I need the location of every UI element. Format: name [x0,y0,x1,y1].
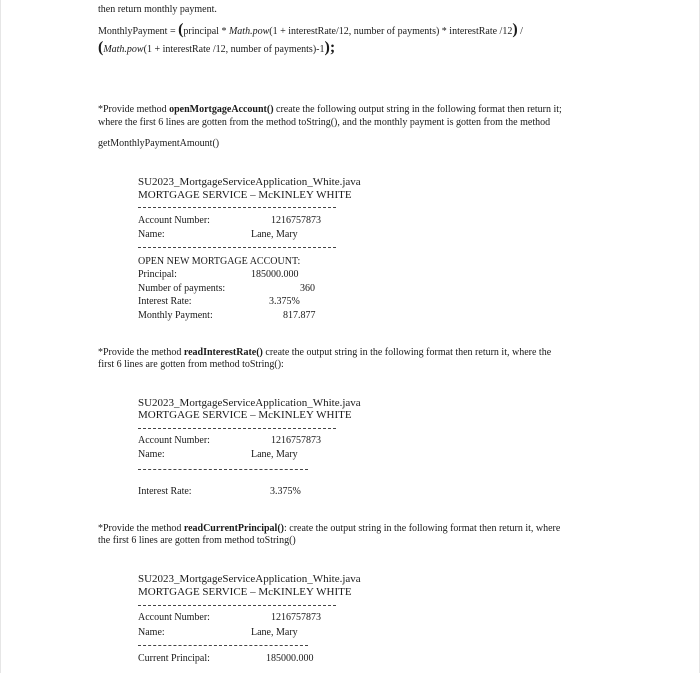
open-account-label: Account Number: [138,215,210,226]
formula-open-paren: ( [178,21,184,38]
rate-header-2: MORTGAGE SERVICE – McKINLEY WHITE [138,409,352,421]
open-title: OPEN NEW MORTGAGE ACCOUNT: [138,256,301,267]
formula-args-2: (1 + interestRate /12, number of payments)-1 [143,44,325,55]
formula-close-2: ); [324,39,336,56]
principal-text-1: : create the output string in the following format then return it, where [284,523,561,534]
open-monthly-label: Monthly Payment: [138,310,213,321]
formula-principal: principal * [183,26,229,37]
formula-close-1: ) [512,21,518,38]
open-account-line-2: where the first 6 lines are gotten from the method toString(), and the monthly payment is gotten from the method [98,117,551,128]
principal-account-value: 1216757873 [271,612,321,623]
principal-prefix: *Provide the method [98,523,184,534]
principal-divider-1 [138,605,336,606]
principal-principal-label: Current Principal: [138,653,210,664]
open-divider-1 [138,207,336,208]
principal-name-label: Name: [138,627,165,638]
open-payments-label: Number of payments: [138,283,226,294]
formula-slash: / [517,26,523,37]
formula-mathpow-1: Math.pow [228,26,270,37]
open-account-line-3: getMonthlyPaymentAmount() [98,138,220,149]
open-account-value: 1216757873 [271,215,321,226]
principal-method: readCurrentPrincipal() [183,523,284,534]
open-account-text-1: create the following output string in the following format then return it; [273,104,562,115]
formula-args-1: (1 + interestRate/12, number of payments) * interestRate /12 [269,26,513,37]
intro-line: then return monthly payment. [98,4,217,15]
principal-header-1: SU2023_MortgageServiceApplication_White.java [138,573,361,585]
rate-instructions [98,346,618,359]
open-principal-value: 185000.000 [251,269,299,280]
formula-mathpow-2: Math.pow [103,44,144,55]
open-account-method: openMortgageAccount() [169,104,274,115]
formula-open-paren-2: ( [98,39,104,56]
principal-name-value: Lane, Mary [251,627,298,638]
open-header-1: SU2023_MortgageServiceApplication_White.java [138,176,361,188]
rate-method: readInterestRate() [183,347,263,358]
principal-header-2: MORTGAGE SERVICE – McKINLEY WHITE [138,586,352,598]
rate-account-label: Account Number: [138,435,210,446]
principal-principal-value: 185000.000 [266,653,314,664]
rate-rate-value: 3.375% [270,486,301,497]
open-name-value: Lane, Mary [251,229,298,240]
principal-line-2: the first 6 lines are gotten from method toString() [98,535,296,546]
rate-prefix: *Provide the method [98,347,184,358]
rate-header-1: SU2023_MortgageServiceApplication_White.java [138,397,361,409]
rate-divider-2 [138,469,308,470]
rate-text-1: create the output string in the following format then return it, where the [262,347,552,358]
principal-divider-2 [138,645,308,646]
formula-line-1 [98,21,523,39]
rate-divider-1 [138,428,336,429]
open-name-label: Name: [138,229,165,240]
open-account-instructions [98,102,618,117]
rate-rate-label: Interest Rate: [138,486,192,497]
open-rate-value: 3.375% [269,296,300,307]
formula-line-2 [98,39,335,57]
rate-name-label: Name: [138,449,165,460]
principal-instructions [98,522,618,535]
formula-lhs: MonthlyPayment = [98,26,176,37]
rate-account-value: 1216757873 [271,435,321,446]
open-monthly-value: 817.877 [283,310,316,321]
open-account-prefix: *Provide method [98,104,170,115]
open-rate-label: Interest Rate: [138,296,192,307]
rate-line-2: first 6 lines are gotten from method toString(): [98,359,284,370]
open-divider-2 [138,247,336,248]
open-payments-value: 360 [300,283,315,294]
open-header-2: MORTGAGE SERVICE – McKINLEY WHITE [138,189,352,201]
open-principal-label: Principal: [138,269,177,280]
principal-account-label: Account Number: [138,612,210,623]
rate-name-value: Lane, Mary [251,449,298,460]
